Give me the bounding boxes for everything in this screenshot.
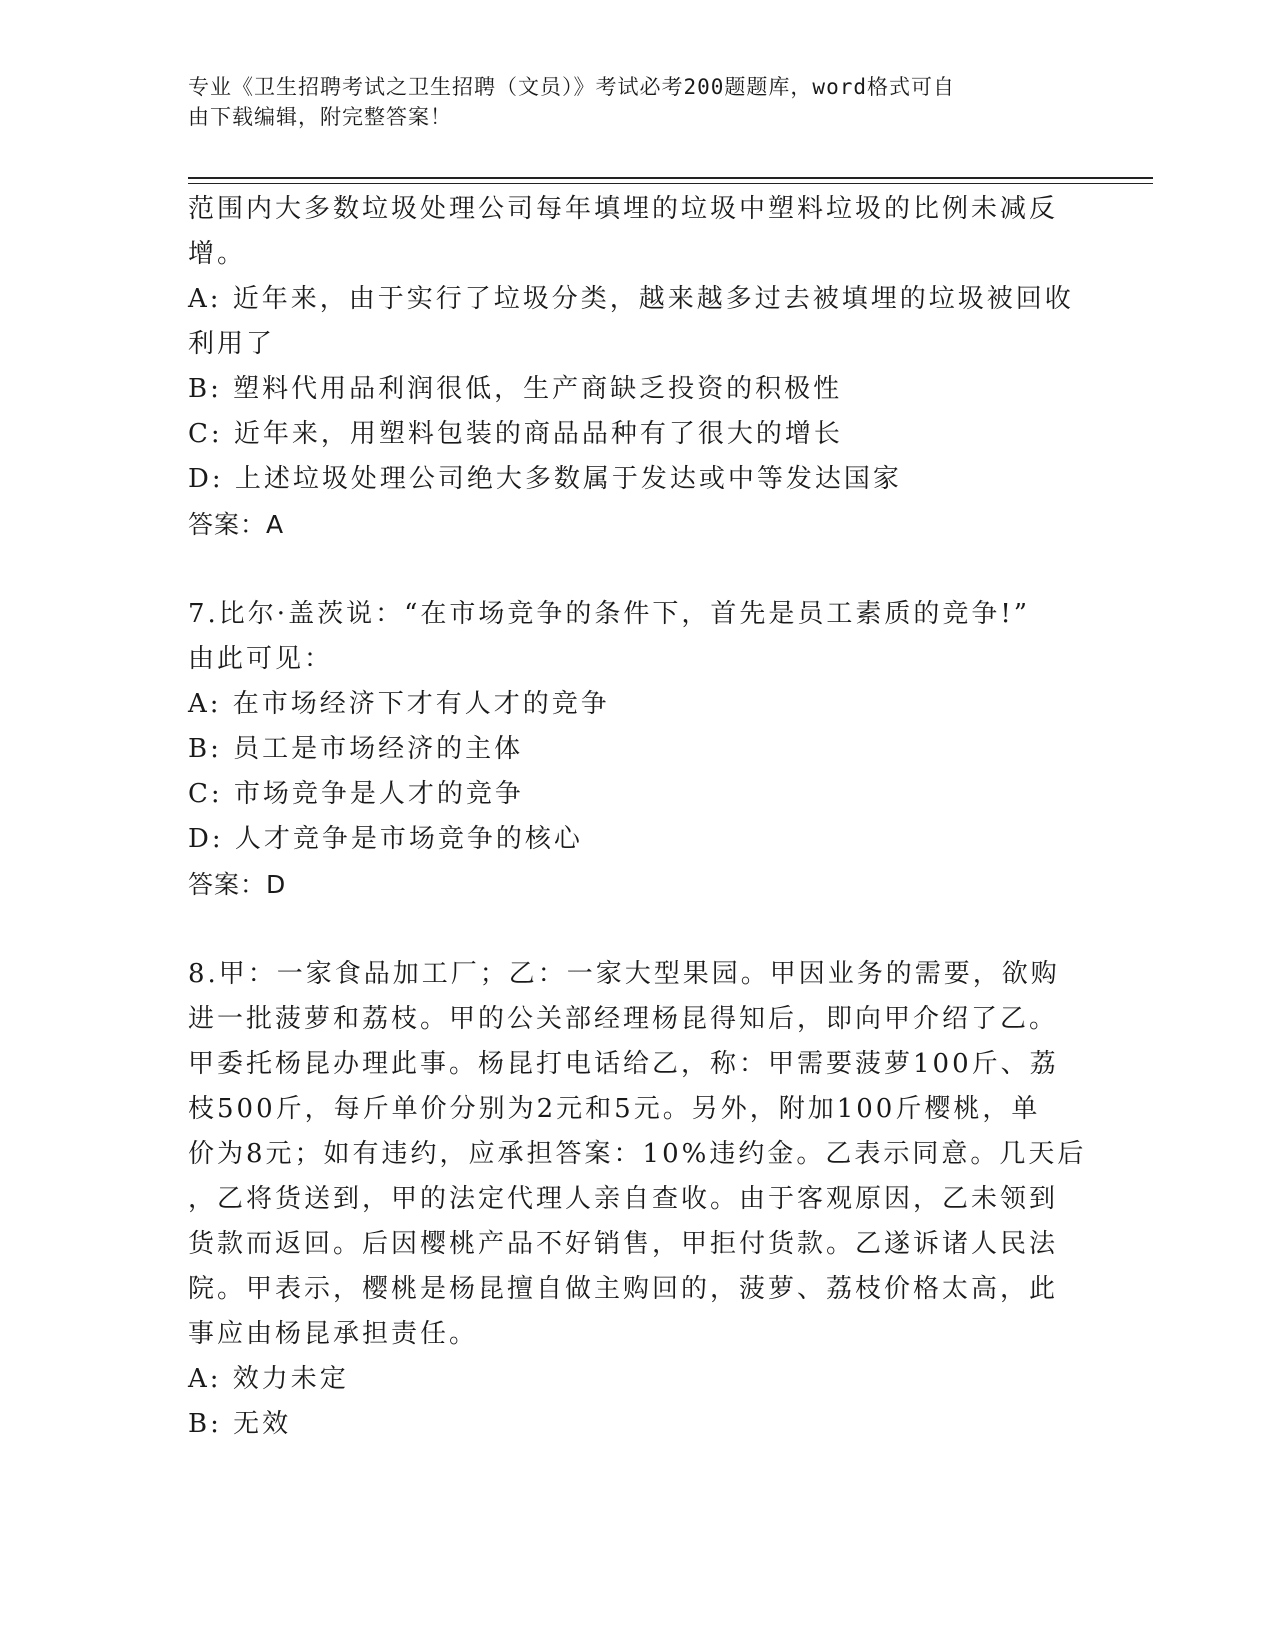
option-b: B: 塑料代用品利润很低，生产商缺乏投资的积极性 <box>188 374 843 404</box>
question-spacer <box>188 547 1068 592</box>
question-stem-line: 枝500斤，每斤单价分别为2元和5元。另外，附加100斤樱桃，单 <box>188 1094 1041 1124</box>
question-stem-line: 事应由杨昆承担责任。 <box>188 1319 479 1349</box>
question-stem-line: 院。甲表示，樱桃是杨昆擅自做主购回的，菠萝、荔枝价格太高，此 <box>188 1274 1059 1304</box>
header-divider-thick <box>188 177 1153 179</box>
option-d: D: 人才竞争是市场竞争的核心 <box>188 824 583 854</box>
question-stem-line: 甲委托杨昆办理此事。杨昆打电话给乙，称：甲需要菠萝100斤、荔 <box>188 1049 1059 1079</box>
option-a: A: 近年来，由于实行了垃圾分类，越来越多过去被填埋的垃圾被回收 <box>188 284 1074 314</box>
question-stem-line: 8.甲：一家食品加工厂；乙：一家大型果园。甲因业务的需要，欲购 <box>188 959 1060 989</box>
option-c: C: 市场竞争是人才的竞争 <box>188 779 524 809</box>
header-divider-thin <box>188 183 1153 184</box>
option-d: D: 上述垃圾处理公司绝大多数属于发达或中等发达国家 <box>188 464 902 494</box>
answer-line: 答案：A <box>188 510 285 539</box>
header-title-line-2: 由下载编辑，附完整答案！ <box>188 105 452 129</box>
option-a: A: 在市场经济下才有人才的竞争 <box>188 689 610 719</box>
question-7 <box>188 592 1068 907</box>
question-content <box>188 187 1087 1447</box>
question-stem-line: 范围内大多数垃圾处理公司每年填埋的垃圾中塑料垃圾的比例未减反 <box>188 194 1059 224</box>
answer-line: 答案：D <box>188 870 287 899</box>
option-a-continued: 利用了 <box>188 329 276 359</box>
question-stem-line: 7.比尔·盖茨说：“在市场竞争的条件下，首先是员工素质的竞争!” <box>188 599 1031 629</box>
question-stem-line: 货款而返回。后因樱桃产品不好销售，甲拒付货款。乙遂诉诸人民法 <box>188 1229 1059 1259</box>
header-title-line-1: 专业《卫生招聘考试之卫生招聘（文员）》考试必考200题题库，word格式可自 <box>188 75 955 99</box>
page-header <box>188 72 1068 132</box>
question-6 <box>188 187 1074 547</box>
question-stem-line: 由此可见： <box>188 644 334 674</box>
question-stem-line: 价为8元；如有违约，应承担答案：10%违约金。乙表示同意。几天后 <box>188 1139 1087 1169</box>
option-b: B: 无效 <box>188 1409 292 1439</box>
option-c: C: 近年来，用塑料包装的商品品种有了很大的增长 <box>188 419 843 449</box>
question-stem-line: ，乙将货送到，甲的法定代理人亲自查收。由于客观原因，乙未领到 <box>188 1184 1059 1214</box>
option-a: A: 效力未定 <box>188 1364 349 1394</box>
question-stem-line: 增。 <box>188 239 247 269</box>
question-8 <box>188 952 1087 1447</box>
question-stem-line: 进一批菠萝和荔枝。甲的公关部经理杨昆得知后，即向甲介绍了乙。 <box>188 1004 1059 1034</box>
option-b: B: 员工是市场经济的主体 <box>188 734 524 764</box>
question-spacer <box>188 907 1068 952</box>
